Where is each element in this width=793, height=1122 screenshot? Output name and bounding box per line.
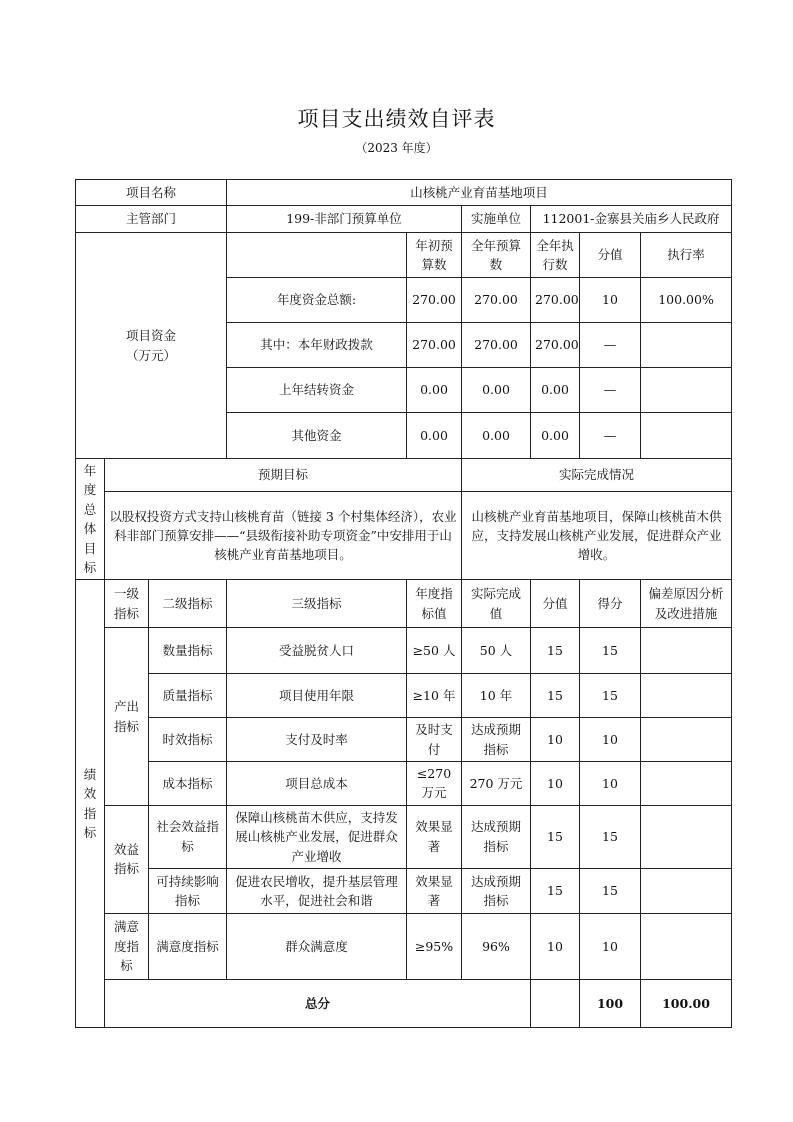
funds-executed: 270.00 xyxy=(531,278,580,323)
project-name-row xyxy=(76,180,732,206)
funds-initial: 0.00 xyxy=(407,413,462,459)
funds-annual: 0.00 xyxy=(462,368,531,413)
perf-target: 效果显著 xyxy=(407,868,462,913)
perf-side-label: 绩效指标 xyxy=(76,580,105,1028)
perf-actual: 96% xyxy=(462,913,531,979)
total-label: 总分 xyxy=(105,979,531,1027)
perf-score: 10 xyxy=(580,718,641,762)
perf-level2: 成本指标 xyxy=(149,762,227,806)
total-score: 100.00 xyxy=(641,979,732,1027)
perf-weight: 15 xyxy=(531,805,580,868)
perf-actual: 270 万元 xyxy=(462,762,531,806)
perf-level2: 满意度指标 xyxy=(149,913,227,979)
perf-target: 效果显著 xyxy=(407,805,462,868)
funds-row-label: 上年结转资金 xyxy=(227,368,407,413)
funds-label-line2: （万元） xyxy=(125,347,176,363)
funds-header-annual: 全年预算数 xyxy=(462,233,531,278)
page-subtitle: （2023 年度） xyxy=(355,141,438,155)
project-name-label: 项目名称 xyxy=(76,180,227,206)
perf-header-actual: 实际完成值 xyxy=(462,580,531,628)
perf-weight: 10 xyxy=(531,762,580,806)
goal-side-label: 年度总体目标 xyxy=(76,459,105,580)
perf-row xyxy=(76,628,732,674)
funds-header-row xyxy=(76,233,732,278)
total-blank xyxy=(531,979,580,1027)
funds-header-executed: 全年执行数 xyxy=(531,233,580,278)
funds-rate xyxy=(641,413,732,459)
funds-weight: — xyxy=(580,323,641,368)
perf-header-level1: 一级指标 xyxy=(105,580,149,628)
goal-header-row xyxy=(76,459,732,492)
perf-header-reason: 偏差原因分析及改进措施 xyxy=(641,580,732,628)
perf-target: ≥10 年 xyxy=(407,674,462,718)
perf-weight: 15 xyxy=(531,628,580,674)
funds-initial: 270.00 xyxy=(407,323,462,368)
perf-header-target: 年度指标值 xyxy=(407,580,462,628)
perf-target: ≥95% xyxy=(407,913,462,979)
dept-value: 199-非部门预算单位 xyxy=(227,206,462,233)
impl-label: 实施单位 xyxy=(462,206,531,233)
funds-row-label: 其中：本年财政拨款 xyxy=(227,323,407,368)
perf-level3: 项目使用年限 xyxy=(227,674,407,718)
perf-header-level3: 三级指标 xyxy=(227,580,407,628)
project-name-value: 山核桃产业育苗基地项目 xyxy=(227,180,732,206)
dept-label: 主管部门 xyxy=(76,206,227,233)
perf-level3: 群众满意度 xyxy=(227,913,407,979)
perf-level3: 受益脱贫人口 xyxy=(227,628,407,674)
perf-score: 15 xyxy=(580,628,641,674)
perf-target: ≤270 万元 xyxy=(407,762,462,806)
funds-annual: 270.00 xyxy=(462,323,531,368)
perf-level3: 支付及时率 xyxy=(227,718,407,762)
perf-level3: 项目总成本 xyxy=(227,762,407,806)
goal-content-row xyxy=(76,492,732,580)
perf-score: 15 xyxy=(580,674,641,718)
perf-score: 15 xyxy=(580,868,641,913)
perf-score: 15 xyxy=(580,805,641,868)
perf-row xyxy=(76,868,732,913)
page-title: 项目支出绩效自评表 xyxy=(297,107,496,131)
funds-rate: 100.00% xyxy=(641,278,732,323)
perf-row xyxy=(76,718,732,762)
perf-score: 10 xyxy=(580,913,641,979)
perf-reason xyxy=(641,805,732,868)
perf-weight: 10 xyxy=(531,718,580,762)
perf-reason xyxy=(641,762,732,806)
impl-value: 112001-金寨县关庙乡人民政府 xyxy=(531,206,732,233)
perf-actual: 10 年 xyxy=(462,674,531,718)
perf-level1: 效益指标 xyxy=(105,805,149,913)
dept-row xyxy=(76,206,732,233)
perf-row xyxy=(76,674,732,718)
total-row xyxy=(76,979,732,1027)
perf-weight: 15 xyxy=(531,868,580,913)
funds-annual: 0.00 xyxy=(462,413,531,459)
perf-reason xyxy=(641,628,732,674)
funds-label-line1: 项目资金 xyxy=(125,328,176,344)
funds-row-label: 年度资金总额: xyxy=(227,278,407,323)
perf-reason xyxy=(641,868,732,913)
funds-header-rate: 执行率 xyxy=(641,233,732,278)
perf-row xyxy=(76,762,732,806)
perf-level2: 社会效益指标 xyxy=(149,805,227,868)
goal-expected-label: 预期目标 xyxy=(105,459,462,492)
evaluation-table xyxy=(75,179,732,1028)
funds-label xyxy=(76,233,227,459)
funds-rate xyxy=(641,323,732,368)
perf-level2: 可持续影响指标 xyxy=(149,868,227,913)
perf-actual: 达成预期指标 xyxy=(462,868,531,913)
perf-row xyxy=(76,805,732,868)
perf-score: 10 xyxy=(580,762,641,806)
perf-weight: 15 xyxy=(531,674,580,718)
funds-rate xyxy=(641,368,732,413)
perf-level2: 质量指标 xyxy=(149,674,227,718)
goal-expected-text: 以股权投资方式支持山核桃育苗（链接 3 个村集体经济），农业科非部门预算安排——“县级衔接补助专项资金”中安排用于山核桃产业育苗基地项目。 xyxy=(105,492,462,580)
funds-weight: — xyxy=(580,413,641,459)
funds-annual: 270.00 xyxy=(462,278,531,323)
goal-actual-label: 实际完成情况 xyxy=(462,459,732,492)
funds-header-weight: 分值 xyxy=(580,233,641,278)
perf-header-level2: 二级指标 xyxy=(149,580,227,628)
perf-level3: 促进农民增收，提升基层管理水平，促进社会和谐 xyxy=(227,868,407,913)
perf-header-weight: 分值 xyxy=(531,580,580,628)
funds-executed: 0.00 xyxy=(531,413,580,459)
perf-header-score: 得分 xyxy=(580,580,641,628)
funds-header-initial: 年初预算数 xyxy=(407,233,462,278)
perf-target: ≥50 人 xyxy=(407,628,462,674)
funds-executed: 0.00 xyxy=(531,368,580,413)
perf-level1: 满意度指标 xyxy=(105,913,149,979)
perf-row xyxy=(76,913,732,979)
perf-actual: 50 人 xyxy=(462,628,531,674)
perf-level2: 时效指标 xyxy=(149,718,227,762)
perf-level1: 产出指标 xyxy=(105,628,149,806)
funds-executed: 270.00 xyxy=(531,323,580,368)
funds-initial: 270.00 xyxy=(407,278,462,323)
perf-reason xyxy=(641,718,732,762)
perf-header-row xyxy=(76,580,732,628)
perf-actual: 达成预期指标 xyxy=(462,718,531,762)
funds-header-blank xyxy=(227,233,407,278)
perf-weight: 10 xyxy=(531,913,580,979)
funds-weight: — xyxy=(580,368,641,413)
funds-row-label: 其他资金 xyxy=(227,413,407,459)
total-weight: 100 xyxy=(580,979,641,1027)
perf-target: 及时支付 xyxy=(407,718,462,762)
perf-actual: 达成预期指标 xyxy=(462,805,531,868)
goal-actual-text: 山核桃产业育苗基地项目，保障山核桃苗木供应，支持发展山核桃产业发展，促进群众产业增收。 xyxy=(462,492,732,580)
funds-weight: 10 xyxy=(580,278,641,323)
funds-initial: 0.00 xyxy=(407,368,462,413)
perf-level3: 保障山核桃苗木供应，支持发展山核桃产业发展，促进群众产业增收 xyxy=(227,805,407,868)
perf-reason xyxy=(641,674,732,718)
perf-reason xyxy=(641,913,732,979)
perf-level2: 数量指标 xyxy=(149,628,227,674)
